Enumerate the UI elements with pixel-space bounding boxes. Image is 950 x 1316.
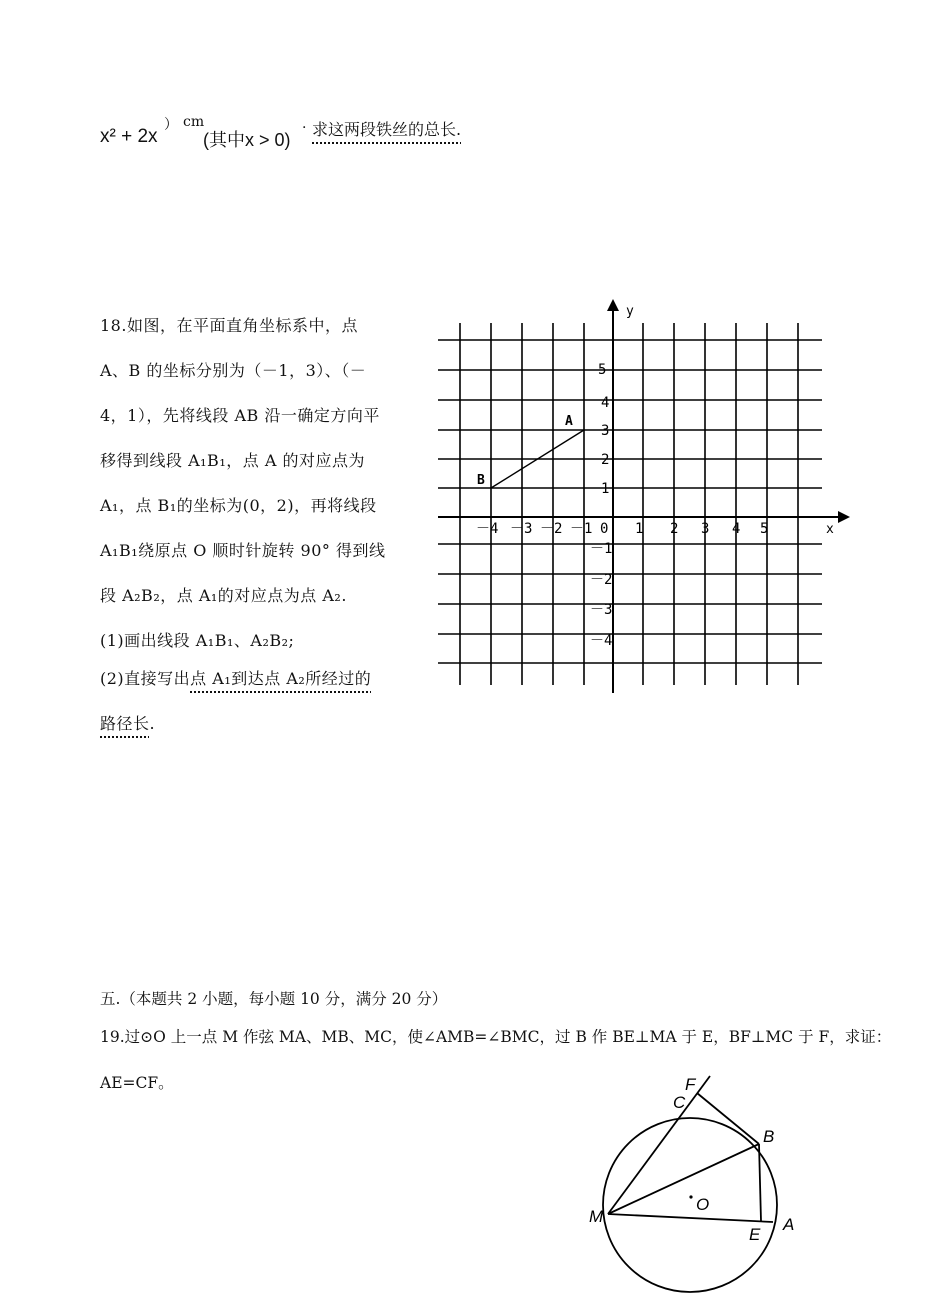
y-tick: 5 bbox=[598, 362, 607, 378]
y-tick-labels bbox=[590, 362, 612, 649]
label-M: M bbox=[589, 1207, 604, 1226]
label-F: F bbox=[685, 1075, 696, 1094]
q17-expression bbox=[100, 126, 158, 148]
x-tick: 2 bbox=[670, 521, 679, 537]
x-tick: －2 bbox=[540, 521, 563, 537]
q18-sub1: (1)画出线段 A₁B₁、A₂B₂; bbox=[100, 631, 295, 650]
q17-paren: ） bbox=[164, 117, 178, 133]
segment-BF bbox=[697, 1093, 759, 1144]
label-C: C bbox=[673, 1093, 686, 1112]
y-tick: －1 bbox=[590, 541, 613, 557]
q17-dot: · bbox=[302, 120, 307, 136]
q18-sub2-dotted: 点 A₁到达点 A₂所经过的 bbox=[190, 669, 372, 688]
label-O: O bbox=[696, 1195, 710, 1214]
y-tick: 4 bbox=[601, 395, 610, 411]
q18-line-2: A、B 的坐标分别为（－1，3）、（－ bbox=[100, 361, 367, 380]
q18-sub2-path: 路径长 bbox=[100, 714, 150, 733]
axes bbox=[438, 307, 842, 693]
q18-line-6: A₁B₁绕原点 O 顺时针旋转 90° 得到线 bbox=[100, 541, 386, 560]
y-tick: 2 bbox=[601, 452, 610, 468]
y-tick: －2 bbox=[590, 572, 613, 588]
y-tick: －4 bbox=[590, 633, 613, 649]
q18-sub2-prefix: (2)直接写出 bbox=[100, 669, 191, 688]
chord-MA bbox=[608, 1214, 773, 1222]
x-tick: －1 bbox=[570, 521, 593, 537]
section5-heading: 五.（本题共 2 小题，每小题 10 分，满分 20 分） bbox=[100, 990, 448, 1008]
x-tick: －4 bbox=[476, 521, 499, 537]
q18-line-5: A₁，点 B₁的坐标为(0，2)，再将线段 bbox=[100, 496, 377, 515]
x-tick: 5 bbox=[760, 521, 769, 537]
label-B: B bbox=[763, 1127, 775, 1146]
x-axis-arrow-icon bbox=[838, 511, 850, 523]
q18-line-3: 4，1），先将线段 AB 沿一确定方向平 bbox=[100, 406, 380, 425]
y-tick: 3 bbox=[601, 423, 610, 439]
q17-condition: (其中x > 0) bbox=[203, 130, 291, 150]
label-A: A bbox=[783, 1215, 795, 1234]
point-B-label: B bbox=[477, 473, 485, 488]
y-tick: 1 bbox=[601, 481, 610, 497]
y-tick: －3 bbox=[590, 602, 613, 618]
q18-line-1: 18.如图，在平面直角坐标系中，点 bbox=[100, 316, 358, 335]
circle-figure bbox=[585, 1070, 825, 1310]
q17-math: x² + 2x bbox=[100, 126, 158, 147]
line-MF bbox=[608, 1076, 710, 1214]
grid-lines bbox=[438, 323, 822, 685]
q18-sub2-line2 bbox=[100, 709, 385, 738]
q18-sub2-end: . bbox=[149, 714, 156, 733]
point-A-label: A bbox=[565, 414, 573, 429]
q17-question: 求这两段铁丝的总长. bbox=[312, 120, 462, 139]
q19-line1: 19.过⊙O 上一点 M 作弦 MA、MB、MC，使∠AMB=∠BMC，过 B 作 BE⊥MA 于 E，BF⊥MC 于 F，求证： bbox=[100, 1028, 892, 1046]
x-tick-labels bbox=[476, 521, 768, 537]
chord-MB bbox=[608, 1144, 759, 1214]
q18-sub2 bbox=[100, 664, 385, 709]
x-tick: －3 bbox=[510, 521, 533, 537]
label-E: E bbox=[749, 1225, 761, 1244]
q17-unit: cm bbox=[183, 114, 205, 130]
x-tick: 1 bbox=[635, 521, 644, 537]
y-axis-label: y bbox=[626, 304, 634, 319]
q19-line2: AE=CF。 bbox=[100, 1074, 174, 1092]
q18-text bbox=[100, 311, 385, 738]
x-tick: 0 bbox=[600, 521, 609, 537]
q18-line-7: 段 A₂B₂，点 A₁的对应点为点 A₂. bbox=[100, 586, 347, 605]
x-axis-label: x bbox=[826, 522, 834, 537]
x-tick: 3 bbox=[701, 521, 710, 537]
coordinate-grid bbox=[430, 295, 860, 705]
x-tick: 4 bbox=[732, 521, 741, 537]
y-axis-arrow-icon bbox=[607, 299, 619, 311]
center-dot bbox=[689, 1195, 692, 1198]
q18-line-4: 移得到线段 A₁B₁，点 A 的对应点为 bbox=[100, 451, 365, 470]
